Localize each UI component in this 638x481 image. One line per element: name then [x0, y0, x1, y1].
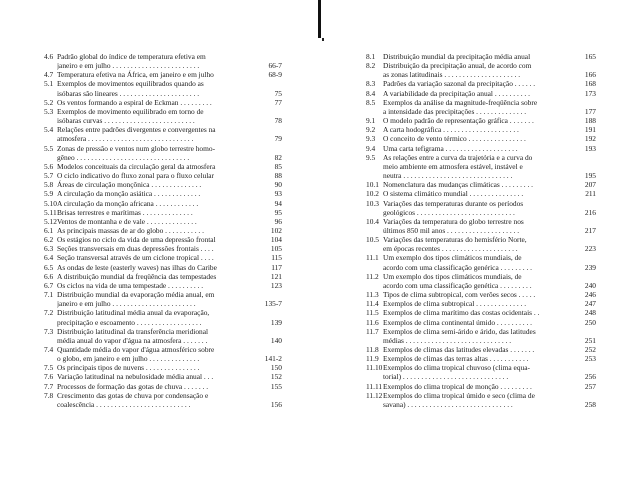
figure-caption-line: O sistema climático mundial . . . . . . . . . . . . . . . [383, 189, 524, 199]
figure-number: 6.4 [44, 253, 54, 263]
figure-number: 7.5 [44, 363, 54, 373]
page-number: 252 [584, 345, 596, 354]
figure-caption-line: As principais massas de ar do globo . . . . . . . . . . . [57, 225, 204, 235]
figure-entry [366, 180, 596, 189]
figure-caption-line: Temperatura efetiva na África, em janeiro e em julho [57, 70, 214, 80]
figure-number: 7.3 [44, 326, 54, 336]
figure-entry [44, 345, 282, 363]
figure-caption-line: Padrão global do índice de temperatura efetiva em [57, 52, 206, 61]
figure-entry [44, 189, 282, 198]
figure-caption-line: Modelos conceituais da circulação geral da atmosfera [57, 161, 216, 171]
figure-number: 6.2 [44, 235, 54, 245]
figure-entry [44, 290, 282, 308]
page-number: 156 [270, 399, 282, 409]
figure-caption-line: Os ventos formando a espiral de Eckman . . . . . . . . . [57, 97, 212, 107]
figure-number: 9.1 [366, 116, 376, 126]
figure-entry [44, 70, 282, 79]
figure-caption-line: Exemplos do clima tropical de monção . . . . . . . . . [383, 381, 532, 391]
figure-entry [44, 107, 282, 125]
figure-entry [44, 263, 282, 272]
figure-caption-line: janeiro e em julho . . . . . . . . . . . . . . . . . . . . . . . . [57, 61, 200, 71]
figure-entry [44, 272, 282, 281]
figure-number: 8.4 [366, 88, 376, 98]
figure-number: 8.5 [366, 97, 376, 107]
page-number: 104 [270, 235, 282, 245]
figure-number: 5.1 [44, 79, 54, 89]
figure-caption-line: Exemplos da análise da magnitude-freqüência sobre [383, 97, 538, 107]
figure-number: 5.11 [44, 207, 57, 217]
figure-caption-line: Variações das temperaturas do hemisfério Norte, [383, 235, 527, 245]
figure-caption-line: precipitação e escoamento . . . . . . . . . . . . . . . . . . [57, 317, 202, 327]
page-number: 77 [274, 97, 282, 107]
page-number: 152 [270, 372, 282, 382]
left-figure-list [44, 52, 282, 409]
figure-number: 7.1 [44, 290, 54, 300]
page-number: 258 [584, 399, 596, 409]
figure-caption-line: As ondas de leste (easterly waves) nas ilhas do Caribe [57, 262, 217, 272]
figure-number: 7.8 [44, 390, 54, 400]
figure-entry [44, 372, 282, 381]
figure-caption-line: Exemplos do clima tropical úmido e seco (clima de [383, 390, 535, 400]
figure-caption-line: Os ciclos na vida de uma tempestade . . . . . . . . . . [57, 280, 204, 290]
figure-caption-line: Nomenclatura das mudanças climáticas . . . . . . . . . [383, 180, 534, 190]
figure-caption-line: As relações entre a curva da trajetória e a curva do [383, 152, 533, 162]
figure-caption-line: Quantidade média do vapor d'água atmosférico sobre [57, 345, 215, 354]
figure-entry [366, 318, 596, 327]
figure-entry [366, 134, 596, 143]
figure-number: 4.6 [44, 52, 54, 61]
figure-entry [44, 308, 282, 326]
figure-number: 5.2 [44, 97, 54, 107]
figure-number: 5.12 [44, 216, 57, 226]
page-number: 121 [270, 271, 282, 281]
figure-caption-line: Tipos de clima subtropical, com verões secos . . . . . [383, 290, 536, 300]
page-number: 78 [274, 116, 282, 126]
page-number: 211 [585, 189, 596, 199]
figure-caption-line: Os principais tipos de nuvens . . . . . . . . . . . . . . . [57, 363, 200, 373]
figure-entry [366, 308, 596, 317]
figure-caption-line: Um exemplo dos tipos climáticos mundiais, de [383, 271, 522, 281]
page-number: 140 [270, 335, 282, 345]
figure-caption-line: janeiro e em julho . . . . . . . . . . . . . . . . . . . . . . . [57, 299, 196, 309]
figure-number: 4.7 [44, 70, 54, 80]
figure-caption-line: isóbaras são lineares . . . . . . . . . . . . . . . . . . . . . . [57, 88, 200, 98]
figure-entry [44, 253, 282, 262]
figure-caption-line: a intensidade das precipitações . . . . . . . . . . . . . . [383, 106, 527, 116]
figure-entry [44, 52, 282, 70]
page-number: 105 [270, 244, 282, 254]
figure-number: 5.5 [44, 143, 54, 153]
page-number: 85 [274, 161, 282, 171]
figure-number: 9.4 [366, 143, 376, 153]
figure-caption-line: torial) . . . . . . . . . . . . . . . . . . . . . . . . . . . . . [383, 372, 509, 382]
figure-number: 11.7 [366, 326, 379, 336]
figure-number: 11.12 [366, 390, 383, 400]
figure-entry [44, 180, 282, 189]
page-number: 177 [584, 106, 596, 116]
figure-entry [366, 79, 596, 88]
figure-number: 11.10 [366, 363, 383, 373]
figure-caption-line: Exemplos de climas das terras altas . . . . . . . . . . . [383, 354, 529, 364]
page-number: 256 [584, 372, 596, 382]
figure-caption-line: savana) . . . . . . . . . . . . . . . . . . . . . . . . . . . . . [383, 399, 513, 409]
page-number: 247 [584, 299, 596, 309]
page-number: 66-7 [268, 61, 282, 71]
figure-entry [366, 345, 596, 354]
figure-number: 10.1 [366, 180, 379, 190]
figure-caption-line: últimos 850 mil anos . . . . . . . . . . . . . . . . . . . . [383, 225, 520, 235]
figure-number: 10.2 [366, 189, 379, 199]
page-number: 75 [274, 88, 282, 98]
figure-number: 11.9 [366, 354, 379, 364]
figure-caption-line: Distribuição mundial da evaporação média anual, em [57, 290, 215, 300]
figure-number: 9.2 [366, 125, 376, 135]
figure-caption-line: acordo com uma classificação genética . . . . . . . . . [383, 280, 532, 290]
figure-number: 5.8 [44, 180, 54, 190]
figure-number: 5.4 [44, 125, 54, 135]
figure-entry [366, 299, 596, 308]
figure-caption-line: neutra . . . . . . . . . . . . . . . . . . . . . . . . . . . . . . [383, 171, 513, 181]
page-number: 192 [584, 134, 596, 144]
figure-caption-line: Seção transversal através de um ciclone tropical . . . . [57, 253, 214, 263]
figure-entry [366, 235, 596, 253]
figure-caption-line: Exemplos de clima continental úmido . . . . . . . . . . [383, 317, 533, 327]
figure-entry [366, 327, 596, 345]
page-number: 216 [584, 207, 596, 217]
figure-caption-line: meio ambiente em atmosfera estável, instável e [383, 161, 523, 171]
figure-entry [44, 171, 282, 180]
figure-caption-line: as zonas latitudinais . . . . . . . . . . . . . . . . . . . . . [383, 70, 521, 80]
page-number: 195 [584, 171, 596, 181]
figure-entry [366, 363, 596, 381]
figure-caption-line: Variação latitudinal na nebulosidade média anual . . . [57, 372, 214, 382]
figure-caption-line: Variações da temperatura do globo terrestre nos [383, 216, 524, 226]
page-number: 207 [584, 180, 596, 190]
page-number: 188 [584, 116, 596, 126]
figure-entry [366, 354, 596, 363]
figure-caption-line: O ciclo indicativo do fluxo zonal para o fluxo celular [57, 171, 214, 181]
figure-caption-line: Exemplos de clima subtropical . . . . . . . . . . . . . . [383, 299, 527, 309]
page-number: 246 [584, 290, 596, 300]
figure-caption-line: geológicos . . . . . . . . . . . . . . . . . . . . . . . . . . . [383, 207, 515, 217]
page-number: 139 [270, 317, 282, 327]
page-number: 102 [270, 225, 282, 235]
figure-number: 8.1 [366, 52, 376, 61]
figure-number: 6.5 [44, 262, 54, 272]
figure-caption-line: Brisas terrestres e marítimas . . . . . . . . . . . . . . [57, 207, 193, 217]
page-number: 251 [584, 335, 596, 345]
figure-caption-line: Padrões da variação sazonal da precipitação . . . . . . [383, 79, 536, 89]
page-number: 223 [584, 244, 596, 254]
figure-caption-line: coalescência . . . . . . . . . . . . . . . . . . . . . . . . . . [57, 399, 191, 409]
figure-number: 8.3 [366, 79, 376, 89]
figure-entry [366, 382, 596, 391]
figure-caption-line: O modelo padrão de representação gráfica . . . . . . . [383, 116, 534, 126]
page-number: 193 [584, 143, 596, 153]
figure-caption-line: Distribuição mundial da precipitação média anual [383, 52, 531, 61]
figure-caption-line: Uma carta tefigrama . . . . . . . . . . . . . . . . . . . . [383, 143, 518, 153]
page-number: 239 [584, 262, 596, 272]
page-number: 253 [584, 354, 596, 364]
figure-caption-line: A distribuição mundial da freqüência das tempestades [57, 271, 217, 281]
figure-number: 5.6 [44, 161, 54, 171]
figure-entry [366, 144, 596, 153]
page-number: 165 [584, 52, 596, 61]
figure-number: 5.7 [44, 171, 54, 181]
page-number: 93 [274, 189, 282, 199]
book-binding-shadow [318, 0, 321, 38]
figure-entry [44, 382, 282, 391]
page-number: 141-2 [264, 354, 282, 364]
figure-entry [366, 272, 596, 290]
figure-entry [366, 199, 596, 217]
figure-caption-line: Áreas de circulação monçônica . . . . . . . . . . . . . . [57, 180, 202, 190]
page-number: 173 [584, 88, 596, 98]
figure-number: 6.6 [44, 271, 54, 281]
figure-entry [366, 52, 596, 61]
figure-caption-line: Os estágios no ciclo da vida de uma depressão frontal [57, 235, 216, 245]
page-number: 68-9 [268, 70, 282, 80]
page-number: 135-7 [264, 299, 282, 309]
figure-number: 11.5 [366, 308, 379, 318]
figure-number: 6.3 [44, 244, 54, 254]
figure-entry [44, 281, 282, 290]
figure-number: 10.5 [366, 235, 379, 245]
figure-number: 7.2 [44, 308, 54, 318]
page-number: 96 [274, 216, 282, 226]
page-number: 166 [584, 70, 596, 80]
figure-entry [366, 153, 596, 180]
page-number: 117 [271, 262, 282, 272]
page-number: 88 [274, 171, 282, 181]
figure-caption-line: Exemplos de movimentos equilibrados quando as [57, 79, 204, 89]
figure-caption-line: atmosfera . . . . . . . . . . . . . . . . . . . . . . . . . . . . . [57, 134, 194, 144]
figure-caption-line: média anual do vapor d'água na atmosfera . . . . . . . [57, 335, 208, 345]
page-number: 250 [584, 317, 596, 327]
figure-entry [44, 144, 282, 162]
figure-caption-line: Processos de formação das gotas de chuva . . . . . . . [57, 381, 209, 391]
figure-number: 11.6 [366, 317, 379, 327]
figure-caption-line: Distribuição latitudinal média anual da evaporação, [57, 308, 210, 318]
figure-entry [44, 199, 282, 208]
figure-caption-line: Relações entre padrões divergentes e convergentes na [57, 125, 216, 135]
figure-caption-line: Ventos de montanha e de vale . . . . . . . . . . . . . . [57, 216, 197, 226]
figure-number: 11.2 [366, 271, 379, 281]
figure-caption-line: Exemplos de clima semi-árido e árido, das latitudes [383, 326, 536, 336]
page-number: 123 [270, 280, 282, 290]
figure-number: 9.3 [366, 134, 376, 144]
figure-number: 7.4 [44, 345, 54, 354]
figure-caption-line: acordo com uma classificação genérica . . . . . . . . . [383, 262, 532, 272]
figure-entry [366, 290, 596, 299]
figure-number: 10.3 [366, 198, 379, 208]
figure-entry [366, 98, 596, 116]
figure-caption-line: Distribuição da precipitação anual, de acordo com [383, 61, 532, 71]
figure-caption-line: Crescimento das gotas de chuva por condensação e [57, 390, 209, 400]
figure-number: 11.8 [366, 345, 379, 354]
figure-number: 6.7 [44, 280, 54, 290]
figure-entry [44, 208, 282, 217]
figure-number: 5.9 [44, 189, 54, 199]
figure-number: 10.4 [366, 216, 379, 226]
figure-caption-line: Distribuição latitudinal da transferência meridional [57, 326, 209, 336]
figure-caption-line: Exemplos de clima marítimo das costas ocidentais . . [383, 308, 540, 318]
figure-number: 8.2 [366, 61, 376, 71]
page-number: 191 [584, 125, 596, 135]
figure-entry [366, 189, 596, 198]
figure-caption-line: Variações das temperaturas durante os períodos [383, 198, 524, 208]
page-number: 248 [584, 308, 596, 318]
right-figure-list [366, 52, 596, 409]
page-number: 168 [584, 79, 596, 89]
page-number: 95 [274, 207, 282, 217]
figure-caption-line: Exemplos do clima tropical chuvoso (clima equa- [383, 363, 530, 373]
figure-number: 11.4 [366, 299, 379, 309]
figure-number: 11.1 [366, 253, 379, 263]
figure-entry [44, 217, 282, 226]
figure-number: 5.10 [44, 198, 57, 208]
figure-entry [44, 363, 282, 372]
figure-number: 7.7 [44, 381, 54, 391]
figure-entry [366, 391, 596, 409]
figure-caption-line: A carta hodográfica . . . . . . . . . . . . . . . . . . . . . [383, 125, 519, 135]
figure-entry [44, 244, 282, 253]
page-number: 257 [584, 381, 596, 391]
figure-entry [44, 327, 282, 345]
figure-entry [366, 253, 596, 271]
page-number: 115 [271, 253, 282, 263]
figure-caption-line: o globo, em janeiro e em julho . . . . . . . . . . . . . . [57, 354, 200, 364]
figure-entry [44, 162, 282, 171]
figure-entry [44, 391, 282, 409]
binding-mark [322, 38, 324, 41]
page-number: 94 [274, 198, 282, 208]
page-number: 90 [274, 180, 282, 190]
figure-entry [366, 116, 596, 125]
figure-caption-line: A variabilidade da precipitação anual . . . . . . . . . . [383, 88, 530, 98]
page-number: 82 [274, 152, 282, 162]
page-number: 150 [270, 363, 282, 373]
figure-entry [44, 235, 282, 244]
figure-entry [366, 61, 596, 79]
figure-entry [44, 125, 282, 143]
figure-entry [366, 125, 596, 134]
figure-caption-line: A circulação da monção asiática . . . . . . . . . . . . . [57, 189, 201, 199]
figure-caption-line: Um exemplo dos tipos climáticos mundiais, de [383, 253, 522, 263]
figure-number: 9.5 [366, 152, 376, 162]
figure-number: 5.3 [44, 106, 54, 116]
page-number: 240 [584, 280, 596, 290]
figure-entry [44, 226, 282, 235]
figure-entry [366, 217, 596, 235]
page-number: 155 [270, 381, 282, 391]
page-number: 217 [584, 225, 596, 235]
figure-caption-line: em épocas recentes . . . . . . . . . . . . . . . . . . . . . [383, 244, 518, 254]
figure-caption-line: médias . . . . . . . . . . . . . . . . . . . . . . . . . . . . . [383, 335, 512, 345]
figure-caption-line: Exemplos de climas das latitudes elevadas . . . . . . . [383, 345, 535, 354]
figure-caption-line: A circulação da monção africana . . . . . . . . . . . . [57, 198, 199, 208]
figure-caption-line: isóbaras curvas . . . . . . . . . . . . . . . . . . . . . . . . . [57, 116, 195, 126]
figure-entry [44, 98, 282, 107]
figure-number: 7.6 [44, 372, 54, 382]
figure-caption-line: Exemplos de movimento equilibrado em torno de [57, 106, 204, 116]
figure-number: 11.11 [366, 381, 383, 391]
figure-entry [44, 79, 282, 97]
figure-entry [366, 89, 596, 98]
figure-number: 6.1 [44, 225, 54, 235]
figure-caption-line: gêneo . . . . . . . . . . . . . . . . . . . . . . . . . . . . . . . [57, 152, 190, 162]
figure-caption-line: Seções transversais em duas depressões frontais . . . . [57, 244, 214, 254]
figure-caption-line: Zonas de pressão e ventos num globo terrestre homo- [57, 143, 216, 153]
page-number: 79 [274, 134, 282, 144]
figure-number: 11.3 [366, 290, 379, 300]
figure-caption-line: O conceito de vento térmico . . . . . . . . . . . . . . . . [383, 134, 526, 144]
